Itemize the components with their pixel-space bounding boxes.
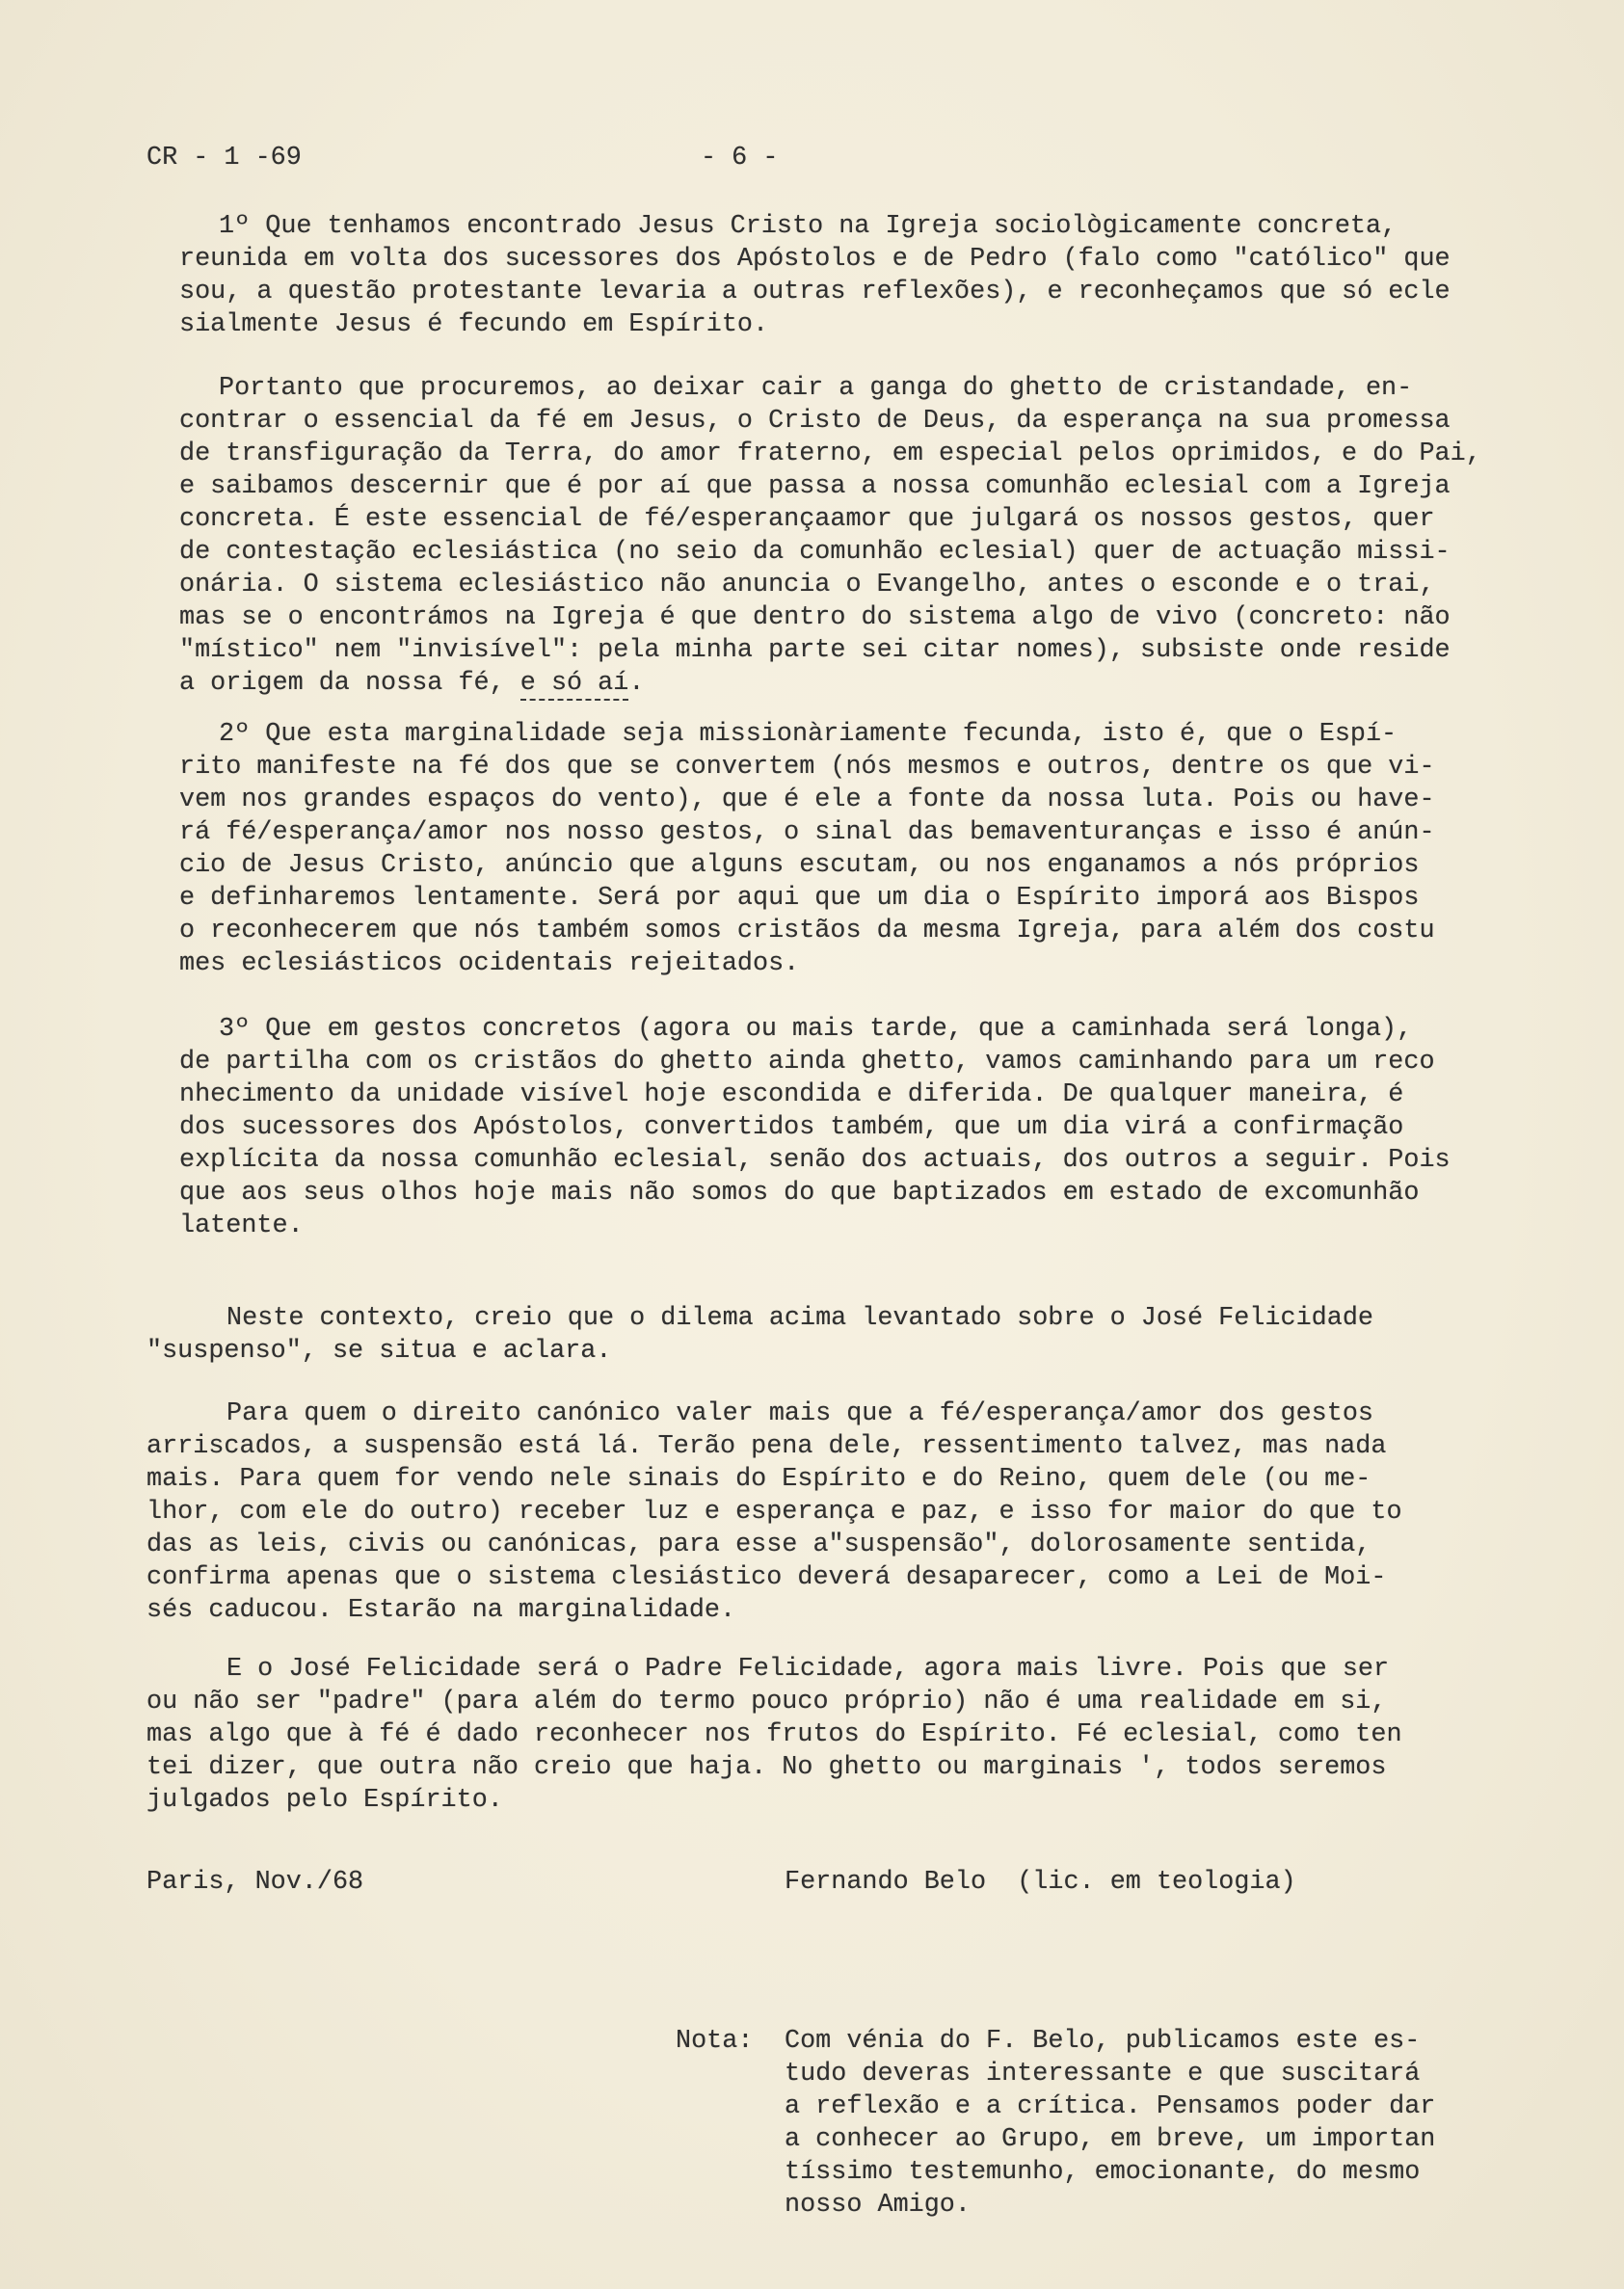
signature-author: Fernando Belo (lic. em teologia) — [785, 1868, 1296, 1897]
text-line: o reconhecerem que nós também somos cristãos da mesma Igreja, para além dos costu — [179, 917, 1435, 945]
text-line: mes eclesiásticos ocidentais rejeitados. — [179, 949, 800, 978]
signature-place-date: Paris, Nov./68 — [146, 1868, 364, 1897]
text-line: Para quem o direito canónico valer mais que a fé/esperança/amor dos gestos — [226, 1399, 1373, 1428]
paragraph-4 — [179, 1013, 1451, 1242]
text-line: tíssimo testemunho, emocionante, do mesmo — [785, 2158, 1421, 2187]
text-line: tudo deveras interessante e que suscitará — [785, 2060, 1421, 2089]
text-line: explícita da nossa comunhão eclesial, senão dos actuais, dos outros a seguir. Pois — [179, 1146, 1451, 1175]
text-line: Neste contexto, creio que o dilema acima levantado sobre o José Felicidade — [226, 1304, 1373, 1333]
text-line: vem nos grandes espaços do vento), que é ele a fonte da nossa luta. Pois ou have- — [179, 785, 1435, 814]
note-body — [785, 2025, 1435, 2222]
text-line: concreta. É este essencial de fé/esperançaamor que julgará os nossos gestos, quer — [179, 505, 1435, 534]
text-line: 2º Que esta marginalidade seja missionàriamente fecunda, isto é, que o Espí- — [219, 720, 1398, 749]
paragraph-5 — [146, 1302, 1373, 1368]
text-line: sés caducou. Estarão na marginalidade. — [146, 1596, 736, 1625]
text-line: 1º Que tenhamos encontrado Jesus Cristo na Igreja sociològicamente concreta, — [219, 212, 1398, 241]
text-line: dos sucessores dos Apóstolos, convertidos também, que um dia virá a confirmação — [179, 1113, 1404, 1142]
text-line: "místico" nem "invisível": pela minha parte sei citar nomes), subsiste onde reside — [179, 636, 1451, 665]
text-line: e saibamos descernir que é por aí que passa a nossa comunhão eclesial com a Igreja — [179, 472, 1451, 501]
text-line: sialmente Jesus é fecundo em Espírito. — [179, 310, 769, 339]
text-line: lhor, com ele do outro) receber luz e esperança e paz, e isso for maior do que to — [146, 1498, 1402, 1527]
document-code: CR - 1 -69 — [146, 144, 302, 173]
text-line: "suspenso", se situa e aclara. — [146, 1337, 612, 1366]
text-segment: a origem da nossa fé, — [179, 669, 520, 698]
text-line: sou, a questão protestante levaria a outras reflexões), e reconheçamos que só ecle — [179, 278, 1451, 306]
text-line: arriscados, a suspensão está lá. Terão pena dele, ressentimento talvez, mas nada — [146, 1432, 1387, 1461]
text-line: ou não ser "padre" (para além do termo pouco próprio) não é uma realidade em si, — [146, 1688, 1387, 1717]
text-line: de partilha com os cristãos do ghetto ainda ghetto, vamos caminhando para um reco — [179, 1048, 1435, 1077]
text-line: Portanto que procuremos, ao deixar cair a ganga do ghetto de cristandade, en- — [219, 374, 1413, 403]
text-line: de contestação eclesiástica (no seio da comunhão eclesial) quer de actuação missi- — [179, 538, 1451, 567]
text-line: reunida em volta dos sucessores dos Apóstolos e de Pedro (falo como "católico" que — [179, 245, 1451, 274]
text-line: confirma apenas que o sistema clesiástico deverá desaparecer, como a Lei de Moi- — [146, 1563, 1387, 1592]
underlined-phrase: e só aí — [520, 669, 629, 701]
paragraph-6 — [146, 1397, 1402, 1627]
text-line: mas algo que à fé é dado reconhecer nos frutos do Espírito. Fé eclesial, como ten — [146, 1720, 1402, 1749]
text-segment: . — [628, 669, 645, 698]
text-line: que aos seus olhos hoje mais não somos do que baptizados em estado de excomunhão — [179, 1179, 1420, 1208]
text-line: nosso Amigo. — [785, 2191, 971, 2220]
text-line: E o José Felicidade será o Padre Felicidade, agora mais livre. Pois que ser — [226, 1655, 1390, 1684]
text-line: latente. — [179, 1211, 304, 1240]
text-line: mas se o encontrámos na Igreja é que dentro do sistema algo de vivo (concreto: não — [179, 603, 1451, 632]
text-line: julgados pelo Espírito. — [146, 1786, 503, 1815]
text-line: cio de Jesus Cristo, anúncio que alguns escutam, ou nos enganamos a nós próprios — [179, 851, 1420, 880]
text-line: Com vénia do F. Belo, publicamos este es- — [785, 2027, 1421, 2056]
text-line: 3º Que em gestos concretos (agora ou mais tarde, que a caminhada será longa), — [219, 1015, 1413, 1044]
text-line: contrar o essencial da fé em Jesus, o Cristo de Deus, da esperança na sua promessa — [179, 407, 1451, 436]
note-label: Nota: — [676, 2027, 754, 2056]
paragraph-1 — [179, 210, 1451, 341]
text-line: mais. Para quem for vendo nele sinais do Espírito e do Reino, quem dele (ou me- — [146, 1465, 1371, 1494]
text-line: e definharemos lentamente. Será por aqui que um dia o Espírito imporá aos Bispos — [179, 884, 1420, 913]
text-line: de transfiguração da Terra, do amor fraterno, em especial pelos oprimidos, e do Pai, — [179, 439, 1481, 468]
paragraph-3 — [179, 718, 1435, 980]
text-line: a reflexão e a crítica. Pensamos poder dar — [785, 2092, 1436, 2121]
text-line: a conhecer ao Grupo, em breve, um importan — [785, 2125, 1436, 2154]
paragraph-2 — [179, 372, 1481, 700]
text-line: das as leis, civis ou canónicas, para esse a"suspensão", dolorosamente sentida, — [146, 1530, 1371, 1559]
text-line: rá fé/esperança/amor nos nosso gestos, o sinal das bemaventuranças e isso é anún- — [179, 818, 1435, 847]
text-line: rito manifeste na fé dos que se convertem (nós mesmos e outros, dentre os que vi- — [179, 753, 1435, 782]
text-line: nhecimento da unidade visível hoje escondida e diferida. De qualquer maneira, é — [179, 1080, 1404, 1109]
paragraph-7 — [146, 1653, 1402, 1817]
text-line: onária. O sistema eclesiástico não anuncia o Evangelho, antes o esconde e o trai, — [179, 571, 1435, 599]
text-line — [179, 667, 1481, 700]
page-number: - 6 - — [701, 144, 779, 173]
text-line: tei dizer, que outra não creio que haja. No ghetto ou marginais ', todos seremos — [146, 1753, 1387, 1782]
